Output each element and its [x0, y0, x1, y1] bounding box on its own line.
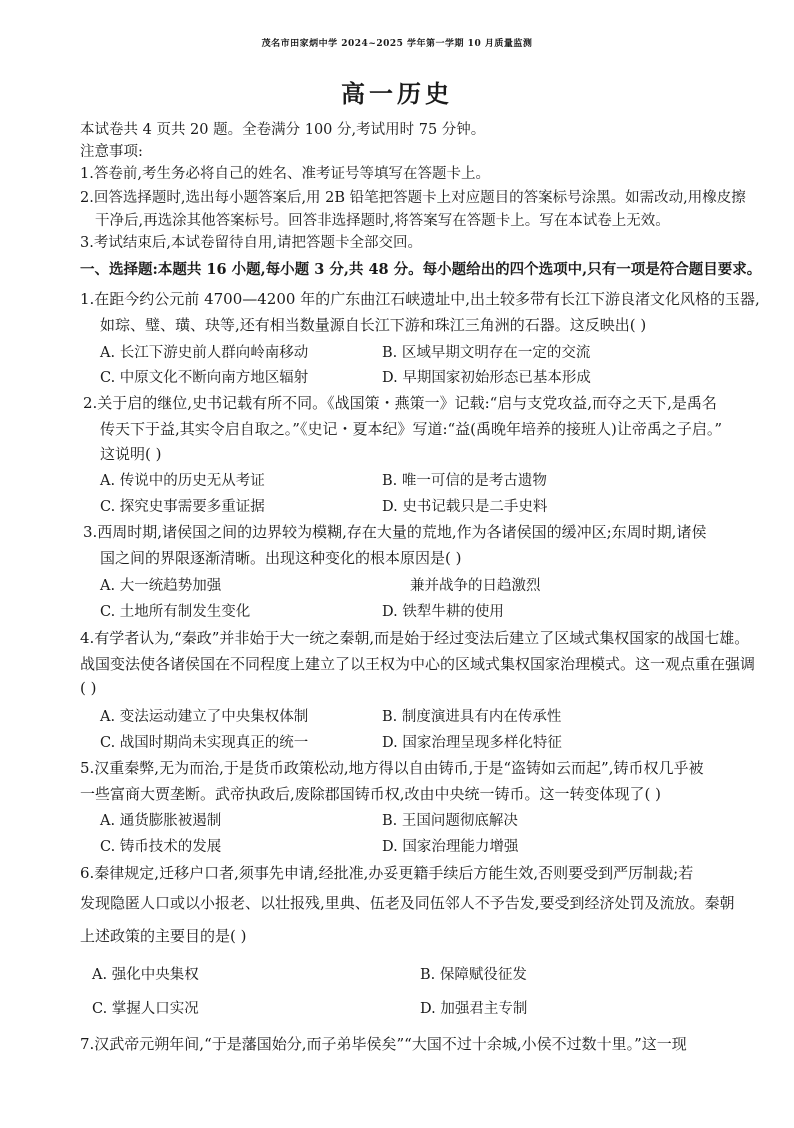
- question-6-line-1: 6.秦律规定,迁移户口者,须事先申请,经批准,办妥更籍手续后方能生效,否则要受到严厉制裁;若: [80, 864, 694, 882]
- exam-school-title: 茂名市田家炳中学 2024~2025 学年第一学期 10 月质量监测: [261, 39, 533, 49]
- question-4-option-b: B. 制度演进具有内在传承性: [382, 709, 562, 725]
- question-3-option-a: A. 大一统趋势加强: [100, 578, 222, 594]
- question-6-option-a: A. 强化中央集权: [92, 967, 199, 983]
- question-1-option-b: B. 区域早期文明存在一定的交流: [382, 345, 591, 361]
- question-5-option-b: B. 王国问题彻底解决: [382, 813, 518, 829]
- question-6-line-2: 发现隐匿人口或以小报老、以壮报残,里典、伍老及同伍邻人不予告发,要受到经济处罚及流放。秦朝: [80, 894, 735, 912]
- question-4-option-a: A. 变法运动建立了中央集权体制: [100, 709, 309, 725]
- question-3-option-c: C. 土地所有制发生变化: [100, 604, 251, 620]
- question-2-line-2: 传天下于益,其实令启自取之。”《史记・夏本纪》写道:“益(禹晚年培养的接班人)让帝禹之子启。”: [100, 420, 723, 438]
- question-3-line-1: 3.西周时期,诸侯国之间的边界较为模糊,存在大量的荒地,作为各诸侯国的缓冲区;东周时期,诸侯: [83, 523, 707, 541]
- question-2-line-3: 这说明( ): [100, 445, 162, 463]
- question-2-option-a: A. 传说中的历史无从考证: [100, 473, 265, 489]
- question-1-option-c: C. 中原文化不断向南方地区辐射: [100, 370, 309, 386]
- exam-subject-title: 高一历史: [341, 80, 453, 108]
- question-2-option-c: C. 探究史事需要多重证据: [100, 499, 265, 515]
- question-4-option-c: C. 战国时期尚未实现真正的统一: [100, 735, 309, 751]
- question-2-option-b: B. 唯一可信的是考古遗物: [382, 473, 547, 489]
- question-1-option-a: A. 长江下游史前人群向岭南移动: [100, 345, 309, 361]
- notes-heading: 注意事项:: [80, 144, 143, 160]
- note-1: 1.答卷前,考生务必将自己的姓名、准考证号等填写在答题卡上。: [80, 166, 490, 182]
- question-6-option-c: C. 掌握人口实况: [92, 1001, 199, 1017]
- question-5-line-1: 5.汉重秦弊,无为而治,于是货币政策松动,地方得以自由铸币,于是“盗铸如云而起”,铸币权几乎被: [80, 759, 704, 777]
- question-5-line-2: 一些富商大贾垄断。武帝执政后,废除郡国铸币权,改由中央统一铸币。这一转变体现了( ): [80, 785, 662, 803]
- note-2-line-1: 2.回答选择题时,选出每小题答案后,用 2B 铅笔把答题卡上对应题目的答案标号涂黑。如需改动,用橡皮擦: [80, 190, 746, 206]
- question-1-line-2: 如琮、璧、璜、玦等,还有相当数量源自长江下游和珠江三角洲的石器。这反映出( ): [100, 316, 647, 334]
- question-5-option-d: D. 国家治理能力增强: [382, 839, 519, 855]
- question-5-option-c: C. 铸币技术的发展: [100, 839, 222, 855]
- question-1-line-1: 1.在距今约公元前 4700—4200 年的广东曲江石峡遗址中,出土较多带有长江下游良渚文化风格的玉器,: [80, 290, 760, 308]
- question-2-option-d: D. 史书记载只是二手史料: [382, 499, 548, 515]
- question-2-line-1: 2.关于启的继位,史书记载有所不同。《战国策・燕策一》记载:“启与支党攻益,而夺之天下,是禹名: [83, 394, 717, 412]
- question-1-option-d: D. 早期国家初始形态已基本形成: [382, 370, 591, 386]
- question-4-line-2: 战国变法使各诸侯国在不同程度上建立了以王权为中心的区域式集权国家治理模式。这一观点重在强调: [80, 655, 756, 673]
- question-6-option-d: D. 加强君主专制: [420, 1001, 528, 1017]
- note-2-line-2: 干净后,再选涂其他答案标号。回答非选择题时,将答案写在答题卡上。写在本试卷上无效。: [95, 213, 670, 229]
- note-3: 3.考试结束后,本试卷留待自用,请把答题卡全部交回。: [80, 235, 423, 251]
- question-5-option-a: A. 通货膨胀被遏制: [100, 813, 222, 829]
- question-3-line-2: 国之间的界限逐渐清晰。出现这种变化的根本原因是( ): [100, 549, 462, 567]
- question-4-line-1: 4.有学者认为,“秦政”并非始于大一统之秦朝,而是始于经过变法后建立了区域式集权国家的战国七雄。: [80, 629, 750, 647]
- question-4-line-3: ( ): [80, 679, 97, 697]
- exam-info: 本试卷共 4 页共 20 题。全卷满分 100 分,考试用时 75 分钟。: [80, 122, 486, 138]
- question-6-line-3: 上述政策的主要目的是( ): [80, 927, 247, 945]
- question-3-option-b: 兼并战争的日趋激烈: [410, 578, 541, 594]
- question-3-option-d: D. 铁犁牛耕的使用: [382, 604, 504, 620]
- section-heading: 一、选择题:本题共 16 小题,每小题 3 分,共 48 分。每小题给出的四个选项中,只有一项是符合题目要求。: [80, 261, 762, 278]
- question-6-option-b: B. 保障赋役征发: [420, 967, 527, 983]
- question-4-option-d: D. 国家治理呈现多样化特征: [382, 735, 562, 751]
- question-7-line-1: 7.汉武帝元朔年间,“于是藩国始分,而子弟毕侯矣”“大国不过十余城,小侯不过数十里。”这一现: [80, 1035, 687, 1053]
